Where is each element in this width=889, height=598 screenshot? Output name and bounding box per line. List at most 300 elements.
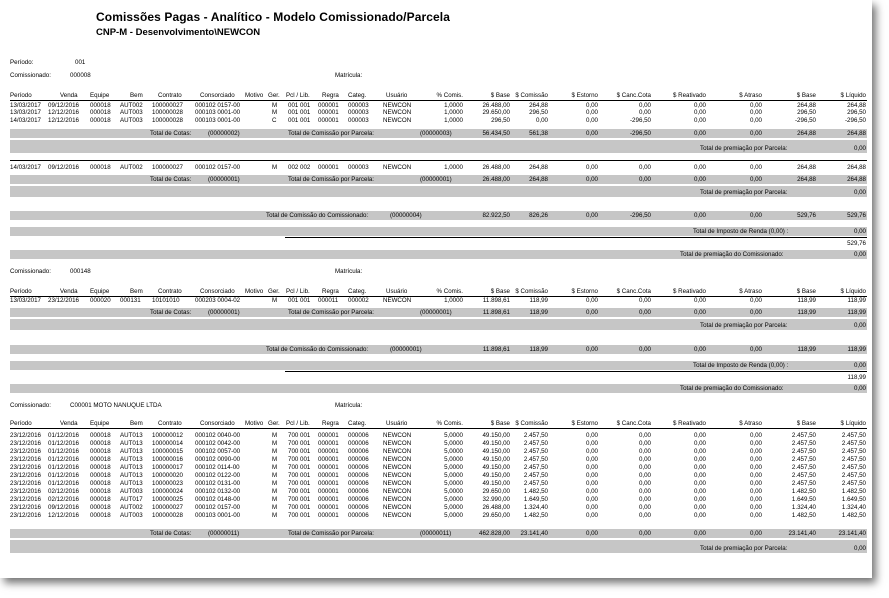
column-header: $ Comissão xyxy=(515,288,548,295)
table-cell: 1.324,40 xyxy=(841,504,866,511)
table-cell: 49.150,00 xyxy=(482,464,510,471)
total-cell: 11.898,61 xyxy=(482,309,510,316)
total-cell: 0,00 xyxy=(585,309,598,316)
total-cell: 23.141,40 xyxy=(520,530,548,537)
table-cell: AUT003 xyxy=(120,512,143,519)
table-cell: 100000016 xyxy=(152,456,183,463)
liquido-value: 529,76 xyxy=(847,240,866,247)
periodo-value: 001 xyxy=(75,59,86,66)
table-cell: 01/12/2016 xyxy=(48,432,79,439)
table-cell: 09/12/2016 xyxy=(48,164,79,171)
comissionado-total-label: Total de Comissão do Comissionado: xyxy=(266,212,369,219)
table-cell: 2.457,50 xyxy=(841,440,866,447)
comissionado-total-cell: 0,00 xyxy=(749,212,762,219)
column-header: $ Comissão xyxy=(515,420,548,427)
table-cell: 000006 xyxy=(348,488,369,495)
table-cell: M xyxy=(272,488,278,495)
premiacao-row xyxy=(10,145,867,152)
table-cell: 2.457,50 xyxy=(791,472,816,479)
column-header: Regra xyxy=(322,288,339,295)
table-cell: 29.650,00 xyxy=(482,109,510,116)
table-cell: -296,50 xyxy=(845,117,866,124)
imposto-value: 0,00 xyxy=(853,362,866,369)
table-cell: 000018 xyxy=(90,504,111,511)
total-parcela-count: (00000003) xyxy=(420,130,452,137)
table-cell: 2.457,50 xyxy=(791,456,816,463)
total-parcela-count: (00000011) xyxy=(420,530,452,537)
total-cell: 462.828,00 xyxy=(479,530,510,537)
total-cell: 0,00 xyxy=(638,309,651,316)
table-cell: 01/12/2016 xyxy=(48,472,79,479)
total-cell: 118,99 xyxy=(797,309,816,316)
table-cell: 100000015 xyxy=(152,448,183,455)
column-header: Consorciado xyxy=(200,420,235,427)
table-cell: 000003 xyxy=(348,102,369,109)
table-cell: 23/12/2016 xyxy=(10,504,41,511)
table-cell: M xyxy=(272,432,278,439)
table-cell: 000001 xyxy=(318,480,339,487)
table-row xyxy=(10,297,867,304)
table-cell: 12/12/2016 xyxy=(48,109,79,116)
table-cell: 000018 xyxy=(90,432,111,439)
table-cell: 2.457,50 xyxy=(841,480,866,487)
liquido-row xyxy=(10,240,867,247)
table-row xyxy=(10,472,867,479)
table-cell: 23/12/2016 xyxy=(10,512,41,519)
table-cell: NEWCON xyxy=(383,512,412,519)
comissionado-total-count: (00000004) xyxy=(390,212,422,219)
total-cotas-value: (00000001) xyxy=(208,176,240,183)
table-cell: 000102 0122-00 xyxy=(195,472,241,479)
column-header: $ Comissão xyxy=(515,92,548,99)
table-cell: 1,0000 xyxy=(444,117,463,124)
table-cell: M xyxy=(272,512,278,519)
table-cell: 000003 xyxy=(348,109,369,116)
table-cell: 2.457,50 xyxy=(523,464,548,471)
comissionado-total-count: (00000001) xyxy=(390,346,422,353)
table-cell: 23/12/2016 xyxy=(10,496,41,503)
table-row xyxy=(10,109,867,116)
table-cell: 000018 xyxy=(90,496,111,503)
table-cell: 12/12/2016 xyxy=(48,117,79,124)
column-header: Equipe xyxy=(90,92,110,99)
total-cotas-value: (00000011) xyxy=(208,530,240,537)
report-subtitle: CNP-M - Desenvolvimento\NEWCON xyxy=(96,27,261,38)
table-cell: AUT017 xyxy=(120,496,143,503)
header-underline xyxy=(10,100,867,101)
total-cotas-value: (00000002) xyxy=(208,130,240,137)
table-cell: 0,00 xyxy=(749,480,762,487)
table-cell: 1.649,50 xyxy=(841,496,866,503)
premiacao-value: 0,00 xyxy=(853,145,866,152)
column-header-row xyxy=(10,420,867,427)
imposto-rule xyxy=(285,237,867,238)
total-cotas-label: Total de Cotas: xyxy=(150,309,192,316)
matricula-label: Matrícula: xyxy=(335,72,363,79)
table-cell: 000102 0040-00 xyxy=(195,432,241,439)
table-cell: NEWCON xyxy=(383,297,412,304)
table-cell: C xyxy=(272,117,277,124)
table-cell: 23/12/2016 xyxy=(10,440,41,447)
table-cell: 49.150,00 xyxy=(482,448,510,455)
table-cell: 0,00 xyxy=(693,117,706,124)
column-header: Categ. xyxy=(348,92,367,99)
table-cell: 13/03/2017 xyxy=(10,102,41,109)
table-cell: NEWCON xyxy=(383,432,412,439)
table-cell: 29.650,00 xyxy=(482,512,510,519)
column-header: Regra xyxy=(322,92,339,99)
column-header: Venda xyxy=(60,92,78,99)
comissionado-total-cell: 0,00 xyxy=(585,212,598,219)
table-cell: 01/12/2016 xyxy=(48,464,79,471)
table-cell: 1.482,50 xyxy=(791,512,816,519)
table-cell: 0,00 xyxy=(693,448,706,455)
table-cell: 2.457,50 xyxy=(523,480,548,487)
table-cell: 001 001 xyxy=(288,117,311,124)
imposto-rule xyxy=(285,371,867,372)
table-cell: 0,00 xyxy=(585,480,598,487)
table-cell: 700 001 xyxy=(288,472,311,479)
table-cell: M xyxy=(272,102,278,109)
table-cell: 0,00 xyxy=(585,504,598,511)
table-cell: 14/03/2017 xyxy=(10,164,41,171)
total-cell: 264,88 xyxy=(797,130,816,137)
table-cell: 5,0000 xyxy=(444,496,463,503)
table-cell: 0,00 xyxy=(693,504,706,511)
table-cell: 100000025 xyxy=(152,496,183,503)
comissionado-total-cell: 118,99 xyxy=(529,346,548,353)
table-cell: AUT013 xyxy=(120,432,143,439)
column-header: Consorciado xyxy=(200,92,235,99)
table-cell: 2.457,50 xyxy=(523,432,548,439)
total-parcela-label: Total de Comissão por Parcela: xyxy=(288,130,374,137)
imposto-row xyxy=(10,362,867,369)
total-parcela-count: (00000001) xyxy=(420,176,452,183)
total-cell: 561,38 xyxy=(529,130,548,137)
table-cell: 1.482,50 xyxy=(841,488,866,495)
block-rule xyxy=(10,160,867,161)
comissionado-total-cell: 0,00 xyxy=(749,346,762,353)
table-cell: -296,50 xyxy=(795,117,816,124)
total-cotas-label: Total de Cotas: xyxy=(150,130,192,137)
comissionado-total-cell: 0,00 xyxy=(638,346,651,353)
table-cell: 0,00 xyxy=(638,297,651,304)
table-cell: 5,0000 xyxy=(444,512,463,519)
comissionado-value: 000148 xyxy=(70,268,91,275)
table-cell: 5,0000 xyxy=(444,472,463,479)
table-cell: 000102 0042-00 xyxy=(195,440,241,447)
comissionado-total-row xyxy=(10,212,867,219)
table-cell: M xyxy=(272,448,278,455)
total-cell: 56.434,50 xyxy=(482,130,510,137)
table-cell: M xyxy=(272,164,278,171)
table-cell: 700 001 xyxy=(288,456,311,463)
table-cell: 1,0000 xyxy=(444,109,463,116)
column-header: Período xyxy=(10,420,32,427)
table-cell: 000018 xyxy=(90,448,111,455)
table-row xyxy=(10,456,867,463)
column-header: $ Base xyxy=(490,92,510,99)
total-cell: 23.141,40 xyxy=(838,530,866,537)
table-cell: 000018 xyxy=(90,109,111,116)
table-cell: 000006 xyxy=(348,512,369,519)
column-header: Motivo xyxy=(245,288,264,295)
comissionado-value: C00001 MOTO NANUQUE LTDA xyxy=(70,402,162,409)
table-cell: 0,00 xyxy=(585,117,598,124)
table-cell: AUT003 xyxy=(120,109,143,116)
table-cell: 001 001 xyxy=(288,109,311,116)
total-cell: 0,00 xyxy=(749,309,762,316)
table-cell: 1.482,50 xyxy=(523,488,548,495)
table-cell: AUT002 xyxy=(120,164,143,171)
table-cell: 000018 xyxy=(90,480,111,487)
table-cell: 0,00 xyxy=(638,472,651,479)
column-header: $ Base xyxy=(490,288,510,295)
column-header: Pcl / Lib. xyxy=(286,92,310,99)
comissionado-line xyxy=(10,268,867,275)
column-header: $ Atraso xyxy=(739,288,762,295)
table-cell: 000006 xyxy=(348,432,369,439)
table-cell: 264,88 xyxy=(529,164,548,171)
table-cell: 26.488,00 xyxy=(482,102,510,109)
table-cell: 296,50 xyxy=(847,109,866,116)
column-header: Período xyxy=(10,92,32,99)
table-cell: 0,00 xyxy=(585,512,598,519)
table-cell: 700 001 xyxy=(288,496,311,503)
table-cell: M xyxy=(272,480,278,487)
table-cell: 1.482,50 xyxy=(791,488,816,495)
table-cell: 01/12/2016 xyxy=(48,440,79,447)
column-header: Consorciado xyxy=(200,288,235,295)
subtotal-row xyxy=(10,176,867,183)
premiacao-comissionado-row xyxy=(10,385,867,392)
table-cell: 000011 xyxy=(318,297,339,304)
table-cell: 000131 xyxy=(120,297,141,304)
comissionado-label: Comissionado: xyxy=(10,402,51,409)
table-cell: 2.457,50 xyxy=(791,440,816,447)
table-cell: NEWCON xyxy=(383,102,412,109)
total-parcela-label: Total de Comissão por Parcela: xyxy=(288,530,374,537)
table-cell: 118,99 xyxy=(847,297,866,304)
table-cell: 02/12/2016 xyxy=(48,496,79,503)
table-cell: 0,00 xyxy=(638,102,651,109)
table-cell: 700 001 xyxy=(288,480,311,487)
premiacao-comissionado-row xyxy=(10,251,867,258)
table-cell: 49.150,00 xyxy=(482,456,510,463)
column-header: $ Líquido xyxy=(840,288,866,295)
table-cell: 23/12/2016 xyxy=(10,472,41,479)
liquido-value: 118,99 xyxy=(847,374,866,381)
table-cell: 000018 xyxy=(90,164,111,171)
comissionado-total-cell: -296,50 xyxy=(630,212,651,219)
table-cell: M xyxy=(272,504,278,511)
table-cell: 0,00 xyxy=(585,432,598,439)
table-cell: 000001 xyxy=(318,504,339,511)
premiacao-comissionado-value: 0,00 xyxy=(853,251,866,258)
table-cell: 000102 0057-00 xyxy=(195,448,241,455)
table-cell: 0,00 xyxy=(638,440,651,447)
table-cell: 100000028 xyxy=(152,109,183,116)
table-cell: NEWCON xyxy=(383,164,412,171)
table-cell: 2.457,50 xyxy=(841,432,866,439)
column-header: $ Reativado xyxy=(672,420,706,427)
table-cell: 26.488,00 xyxy=(482,504,510,511)
column-header: Ger. xyxy=(268,92,280,99)
comissionado-total-cell: 0,00 xyxy=(693,346,706,353)
table-cell: 0,00 xyxy=(693,297,706,304)
table-cell: 1,0000 xyxy=(444,297,463,304)
table-cell: 01/12/2016 xyxy=(48,456,79,463)
table-cell: NEWCON xyxy=(383,456,412,463)
table-cell: 0,00 xyxy=(638,464,651,471)
table-cell: 0,00 xyxy=(749,488,762,495)
table-cell: 1.649,50 xyxy=(791,496,816,503)
comissionado-total-cell: 826,26 xyxy=(529,212,548,219)
table-cell: 000102 0148-00 xyxy=(195,496,241,503)
column-header: $ Líquido xyxy=(840,92,866,99)
table-cell: AUT002 xyxy=(120,102,143,109)
periodo-label: Período: xyxy=(10,59,34,66)
table-cell: 0,00 xyxy=(693,488,706,495)
table-cell: 0,00 xyxy=(693,456,706,463)
column-header: % Comis. xyxy=(436,288,463,295)
imposto-value: 0,00 xyxy=(853,228,866,235)
table-cell: 29.650,00 xyxy=(482,488,510,495)
table-cell: 100000024 xyxy=(152,488,183,495)
premiacao-label: Total de premiação por Parcela: xyxy=(700,145,788,152)
table-cell: 000203 0004-02 xyxy=(195,297,241,304)
table-cell: 13/03/2017 xyxy=(10,109,41,116)
column-header: $ Estorno xyxy=(571,288,598,295)
column-header: Período xyxy=(10,288,32,295)
table-cell: 000102 0157-00 xyxy=(195,102,241,109)
column-header: $ Atraso xyxy=(739,92,762,99)
table-cell: 0,00 xyxy=(638,448,651,455)
table-cell: 264,88 xyxy=(529,102,548,109)
table-cell: NEWCON xyxy=(383,440,412,447)
table-cell: 000001 xyxy=(318,488,339,495)
table-cell: 000006 xyxy=(348,496,369,503)
table-cell: 000018 xyxy=(90,464,111,471)
table-cell: 0,00 xyxy=(749,472,762,479)
table-cell: 100000027 xyxy=(152,164,183,171)
table-cell: 000006 xyxy=(348,456,369,463)
table-cell: 0,00 xyxy=(585,464,598,471)
table-cell: 700 001 xyxy=(288,488,311,495)
table-cell: 000102 0114-00 xyxy=(195,464,240,471)
total-parcela-label: Total de Comissão por Parcela: xyxy=(288,176,374,183)
column-header: % Comis. xyxy=(436,420,463,427)
table-cell: 0,00 xyxy=(693,164,706,171)
table-cell: 2.457,50 xyxy=(791,448,816,455)
table-cell: 2.457,50 xyxy=(841,448,866,455)
table-cell: 264,88 xyxy=(847,102,866,109)
table-cell: 0,00 xyxy=(585,440,598,447)
table-cell: 001 001 xyxy=(288,297,311,304)
table-row xyxy=(10,464,867,471)
total-cell: 0,00 xyxy=(638,530,651,537)
table-cell: 2.457,50 xyxy=(523,472,548,479)
table-cell: 2.457,50 xyxy=(791,432,816,439)
premiacao-value: 0,00 xyxy=(853,189,866,196)
table-cell: 5,0000 xyxy=(444,480,463,487)
table-cell: 1.482,50 xyxy=(523,512,548,519)
table-cell: AUT013 xyxy=(120,480,143,487)
total-cell: 0,00 xyxy=(693,176,706,183)
column-header: Pcl / Lib. xyxy=(286,420,310,427)
column-header: $ Estorno xyxy=(571,420,598,427)
premiacao-comissionado-label: Total de premiação do Comissionado: xyxy=(680,385,784,392)
table-cell: 0,00 xyxy=(749,496,762,503)
table-cell: 1,0000 xyxy=(444,164,463,171)
table-cell: 23/12/2016 xyxy=(10,488,41,495)
table-cell: NEWCON xyxy=(383,480,412,487)
table-cell: 000001 xyxy=(318,164,339,171)
table-cell: 296,50 xyxy=(529,109,548,116)
table-cell: 0,00 xyxy=(585,109,598,116)
table-cell: 2.457,50 xyxy=(791,480,816,487)
table-cell: 700 001 xyxy=(288,464,311,471)
table-cell: 0,00 xyxy=(638,488,651,495)
comissionado-total-cell: 529,76 xyxy=(797,212,816,219)
column-header: % Comis. xyxy=(436,92,463,99)
table-cell: 23/12/2016 xyxy=(10,480,41,487)
table-cell: 2.457,50 xyxy=(791,464,816,471)
table-cell: 23/12/2016 xyxy=(48,297,79,304)
comissionado-total-cell: 529,76 xyxy=(847,212,866,219)
table-cell: M xyxy=(272,496,278,503)
table-cell: 000001 xyxy=(318,432,339,439)
table-cell: 000018 xyxy=(90,456,111,463)
column-header: Pcl / Lib. xyxy=(286,288,310,295)
total-cell: 0,00 xyxy=(693,130,706,137)
table-cell: 0,00 xyxy=(638,496,651,503)
comissionado-total-cell: 118,99 xyxy=(797,346,816,353)
table-cell: 1.324,40 xyxy=(791,504,816,511)
table-cell: 0,00 xyxy=(693,480,706,487)
table-cell: 0,00 xyxy=(693,102,706,109)
table-cell: 000102 0157-00 xyxy=(195,164,241,171)
table-cell: 296,50 xyxy=(797,109,816,116)
table-cell: 118,99 xyxy=(797,297,816,304)
table-cell: 000003 xyxy=(348,117,369,124)
table-cell: 2.457,50 xyxy=(523,440,548,447)
table-cell: NEWCON xyxy=(383,117,412,124)
table-row xyxy=(10,512,867,519)
table-cell: 002 002 xyxy=(288,164,311,171)
table-cell: 0,00 xyxy=(749,448,762,455)
table-cell: 09/12/2016 xyxy=(48,504,79,511)
table-cell: 000001 xyxy=(318,464,339,471)
table-cell: 2.457,50 xyxy=(841,472,866,479)
table-row xyxy=(10,496,867,503)
table-cell: 000018 xyxy=(90,102,111,109)
table-cell: M xyxy=(272,109,278,116)
premiacao-label: Total de premiação por Parcela: xyxy=(700,322,788,329)
total-cell: 264,88 xyxy=(847,176,866,183)
premiacao-row xyxy=(10,322,867,329)
comissionado-total-cell: 82.922,50 xyxy=(482,212,510,219)
table-cell: 700 001 xyxy=(288,504,311,511)
comissionado-label: Comissionado: xyxy=(10,72,51,79)
table-cell: 2.457,50 xyxy=(841,456,866,463)
table-cell: 700 001 xyxy=(288,512,311,519)
premiacao-value: 0,00 xyxy=(853,545,866,552)
table-cell: 000102 0131-00 xyxy=(195,480,241,487)
table-cell: 1,0000 xyxy=(444,102,463,109)
column-header: Venda xyxy=(60,288,78,295)
table-cell: 49.150,00 xyxy=(482,480,510,487)
